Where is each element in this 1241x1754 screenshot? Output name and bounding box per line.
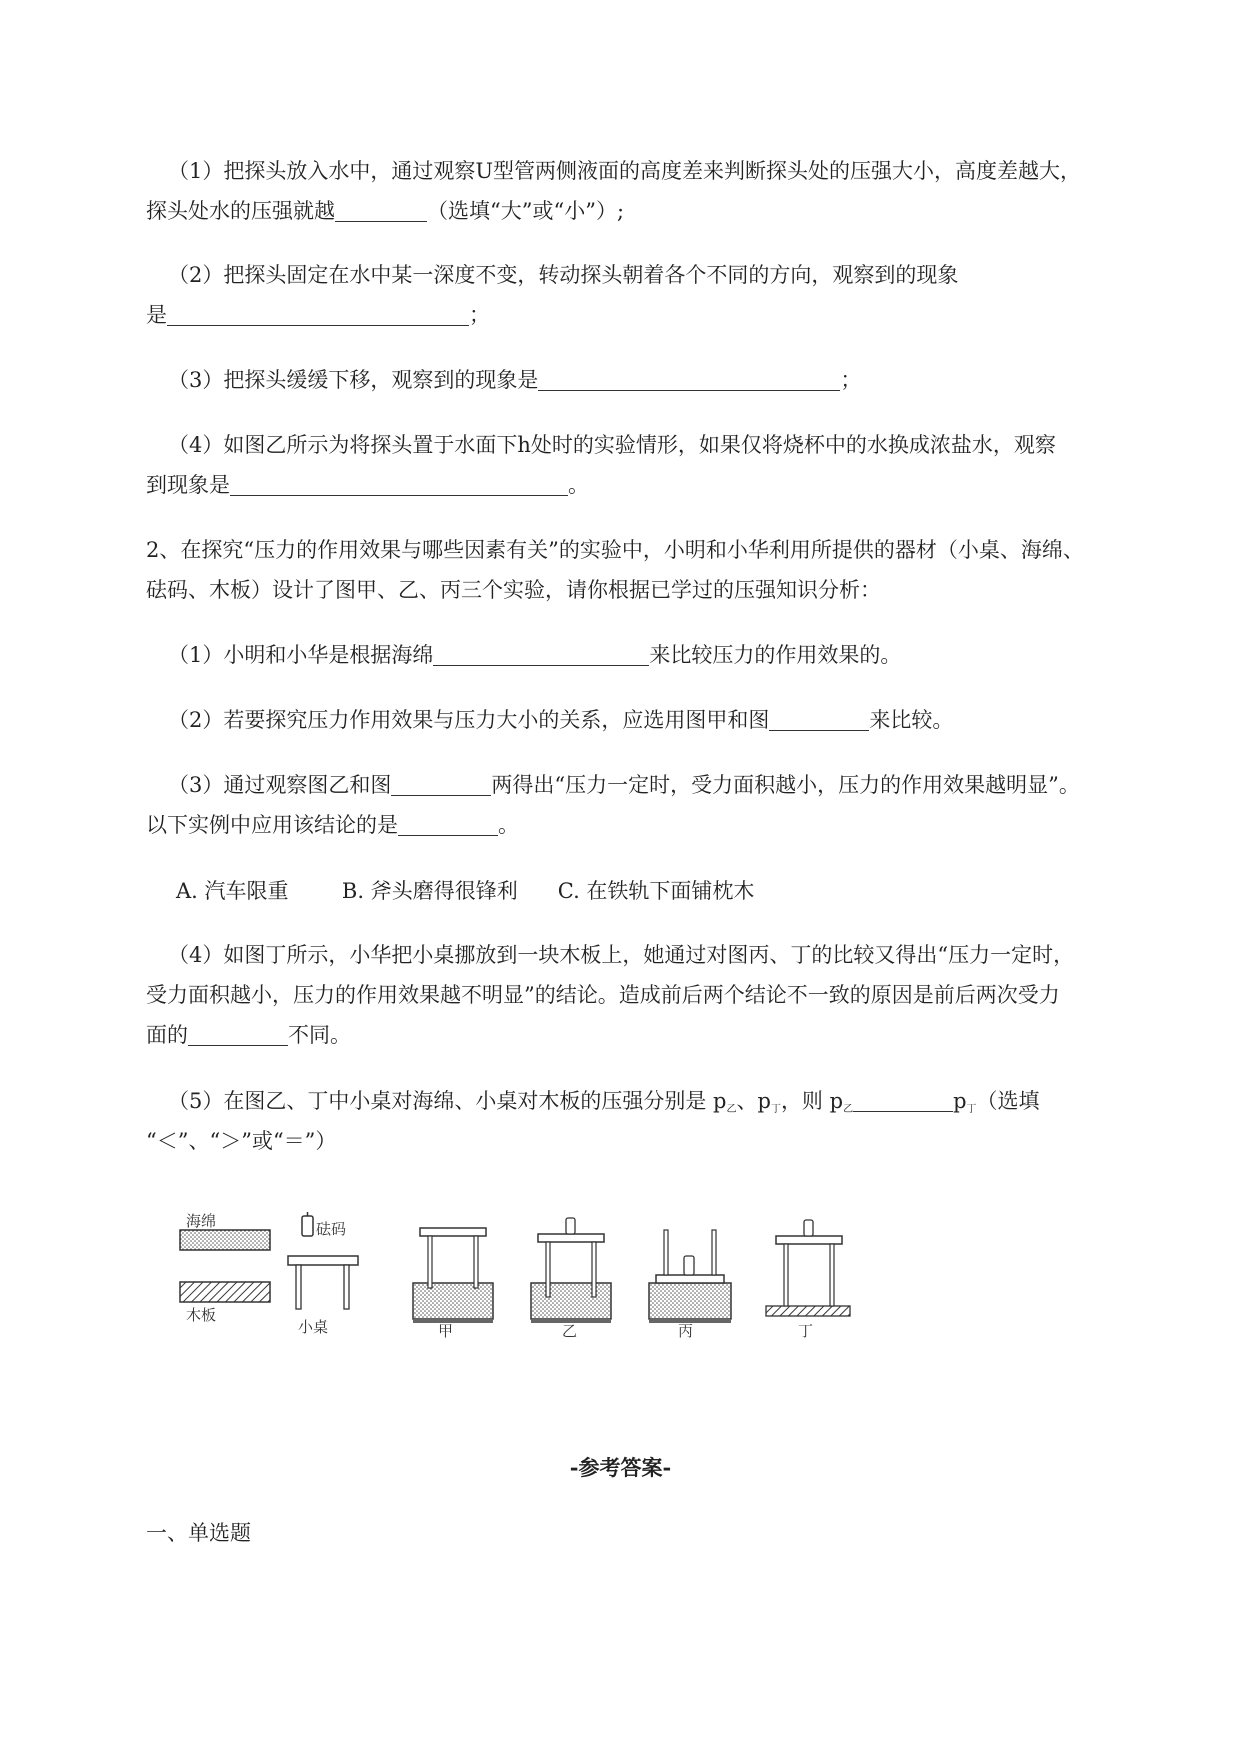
q2-p4-line3: 面的 不同。 — [146, 1023, 351, 1047]
q1-p1-line1: （1）把探头放入水中，通过观察U型管两侧液面的高度差来判断探头处的压强大小，高度差越大， — [168, 159, 1082, 183]
answer-blank[interactable] — [853, 1089, 953, 1112]
answer-blank[interactable] — [335, 199, 427, 222]
svg-text:甲: 甲 — [438, 1322, 454, 1338]
answer-blank[interactable] — [188, 1023, 288, 1046]
section-heading: 一、单选题 — [146, 1521, 251, 1545]
svg-text:乙: 乙 — [562, 1322, 578, 1338]
q2-p3-line2: 以下实例中应用该结论的是 。 — [146, 813, 519, 837]
q1-p3-line: （3）把探头缓缓下移，观察到的现象是 ； — [168, 368, 862, 392]
q2-p2-line: （2）若要探究压力作用效果与压力大小的关系，应选用图甲和图 来比较。 — [168, 708, 954, 732]
q2-p5-line1: （5）在图乙、丁中小桌对海绵、小桌对木板的压强分别是 $p_乙$、$p_丁$，则 $p_乙$ $p_丁$（选填 — [168, 1089, 1040, 1115]
answer-blank[interactable] — [391, 773, 491, 796]
svg-text:丙: 丙 — [678, 1322, 694, 1338]
answer-blank[interactable] — [538, 368, 840, 391]
svg-text:丁: 丁 — [798, 1322, 814, 1338]
q2-intro-line1: 2、在探究“压力的作用效果与哪些因素有关”的实验中，小明和小华利用所提供的器材（小桌、海绵、 — [146, 538, 1084, 562]
q2-p4-line2: 受力面积越小，压力的作用效果越不明显”的结论。造成前后两个结论不一致的原因是前后两次受力 — [146, 983, 1060, 1007]
q2-p5-line2: “＜”、“＞”或“＝”） — [146, 1129, 337, 1153]
svg-text:海绵: 海绵 — [186, 1212, 217, 1230]
q1-p1-line2: 探头处水的压强就越 （选填“大”或“小”）; — [146, 199, 625, 223]
q1-p4-line1: （4）如图乙所示为将探头置于水面下h处时的实验情形，如果仅将烧杯中的水换成浓盐水，观察 — [168, 433, 1056, 457]
answer-blank[interactable] — [433, 643, 649, 666]
q2-options: A. 汽车限重 B. 斧头磨得很锋利 C. 在铁轨下面铺枕木 — [176, 879, 755, 903]
answer-blank[interactable] — [398, 813, 498, 836]
answer-blank[interactable] — [769, 708, 869, 731]
q1-p4-line2: 到现象是 。 — [146, 473, 589, 497]
answer-blank[interactable] — [167, 303, 469, 326]
q1-p2-line1: （2）把探头固定在水中某一深度不变，转动探头朝着各个不同的方向，观察到的现象 — [168, 263, 959, 287]
pressure-experiment-figure — [176, 1198, 856, 1338]
svg-text:砝码: 砝码 — [316, 1220, 347, 1238]
answer-section-title: -参考答案- — [569, 1455, 672, 1480]
q1-p2-line2: 是 ； — [146, 303, 490, 327]
answer-blank[interactable] — [230, 473, 568, 496]
q2-p3-line1: （3）通过观察图乙和图 两得出“压力一定时，受力面积越小，压力的作用效果越明显”。 — [168, 773, 1080, 797]
svg-text:小桌: 小桌 — [298, 1318, 329, 1336]
q2-p1-line: （1）小明和小华是根据海绵 来比较压力的作用效果的。 — [168, 643, 902, 667]
svg-text:木板: 木板 — [186, 1306, 217, 1324]
q2-intro-line2: 砝码、木板）设计了图甲、乙、丙三个实验，请你根据已学过的压强知识分析： — [146, 578, 881, 602]
q2-p4-line1: （4）如图丁所示，小华把小桌挪放到一块木板上，她通过对图丙、丁的比较又得出“压力一定时， — [168, 943, 1075, 967]
